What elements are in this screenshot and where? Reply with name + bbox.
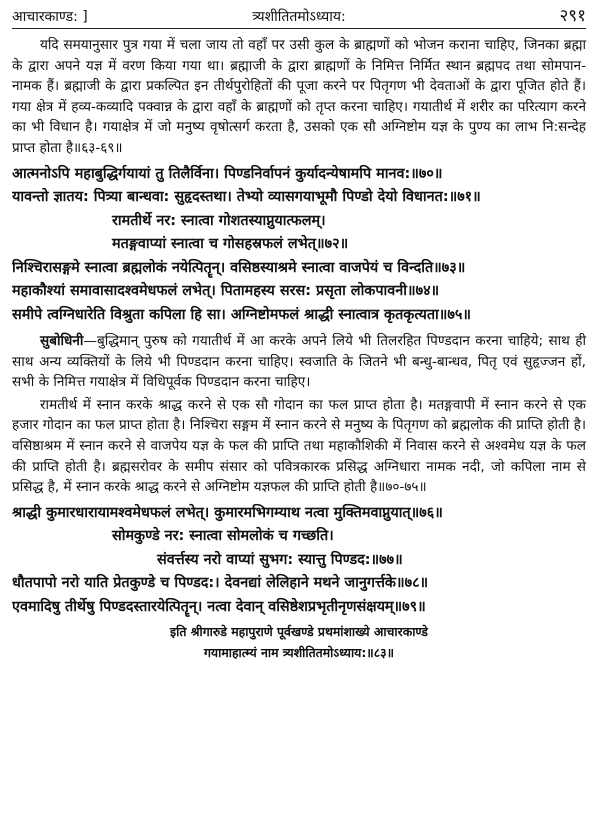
verse-71: यावन्तो ज्ञातय: पित्र्या बान्धवा: सुहृदस्तथा। तेभ्यो व्यासगयाभूमौ पिण्डो देयो विधानत:॥७१॥ xyxy=(12,189,481,206)
subodhini-text: —बुद्धिमान् पुरुष को गयातीर्थ में आ करके अपने लिये भी तिलरहित पिण्डदान करना चाहिये; साथ ही साथ अन्य व्यक्तियों के लिये भी पिण्डदान करना चाहिए। स्वजाति के जितने भी बन्धु-बान्धव, पितृ एवं सुहृज्जन हों, सभी के निमित्त गयाक्षेत्र में विधिपूर्वक पिण्डदान करना चाहिए। xyxy=(12,333,586,391)
verse-76: श्राद्धी कुमारधारायामश्वमेधफलं लभेत्। कुमारमभिगम्याथ नत्वा मुक्तिमवाप्नुयात्॥७६॥ xyxy=(12,504,443,521)
verse-79: एवमादिषु तीर्थेषु पिण्डदस्तारयेत्पितॄन्। नत्वा देवान् वसिष्ठेशप्रभृतीनृणसंक्षयम्॥७९॥ xyxy=(12,598,426,615)
running-header xyxy=(12,0,586,29)
intro-paragraph: यदि समयानुसार पुत्र गया में चला जाय तो वहाँ पर उसी कुल के ब्राह्मणों को भोजन कराना चाहिए, जिनका ब्रह्मा के द्वारा अपने यज्ञ में वरण किया गया था। ब्रह्माजी के द्वारा ब्राह्मणों के निमित्त निर्मित स्थान ब्रह्मपद तथा सोमपान-नामक हैं। ब्रह्माजी के द्वारा प्रकल्पित इन तीर्थपुरोहितों की पूजा करने पर पितृगण भी देवताओं के द्वारा पूजित होते हैं। गया क्षेत्र में हव्य-कव्यादि पक्वान्न के द्वारा वहाँ के ब्राह्मणों को तृप्त करना चाहिए। गयातीर्थ में शरीर का परित्याग करने का भी विधान है। गयाक्षेत्र में जो मनुष्य वृषोत्सर्ग करता है, उसको एक सौ अग्निष्टोम यज्ञ के पुण्य का लाभ नि:सन्देह प्राप्त होता है॥६३-६९॥ xyxy=(12,37,586,156)
subodhini-commentary xyxy=(12,331,586,393)
colophon-line-1: इति श्रीगारुडे महापुराणे पूर्वखण्डे प्रथमांशाख्ये आचारकाण्डे xyxy=(170,624,428,640)
chapter-colophon xyxy=(12,621,586,663)
verse-block-76-79 xyxy=(12,502,586,620)
section-title: आचारकाण्ड: ] xyxy=(12,9,88,25)
page-number: २९१ xyxy=(559,6,586,26)
colophon-line-2: गयामाहात्म्यं नाम त्र्यशीतितमोऽध्याय:॥८३॥ xyxy=(203,645,395,661)
verse-72b: मतङ्गवाप्यां स्नात्वा च गोसहस्रफलं लभेत्॥७२॥ xyxy=(112,236,349,253)
translation-paragraph: रामतीर्थ में स्नान करके श्राद्ध करने से एक सौ गोदान का फल प्राप्त होता है। मतङ्गवापी में स्नान करने से एक हजार गोदान का फल प्राप्त होता है। निश्चिरा सङ्गम में स्नान करने से मनुष्य के पितृगण को ब्रह्मलोक की प्राप्ति होती है। वसिष्ठाश्रम में स्नान करने से वाजपेय यज्ञ के फल की प्राप्ति तथा महाकौशिकी में निवास करने से अश्वमेध यज्ञ के फल की प्राप्ति होती है। ब्रह्मसरोवर के समीप संसार को पवित्रकारक प्रसिद्ध अग्निधारा नामक नदी, जो कपिला नाम से प्रसिद्ध है, में स्नान करके श्राद्ध करने से अग्निष्टोम यज्ञफल की प्राप्ति होती है॥७०-७५॥ xyxy=(12,396,586,496)
chapter-title: त्र्यशीतितमोऽध्याय: xyxy=(252,9,346,25)
verse-77a: सोमकुण्डे नर: स्नात्वा सोमलोकं च गच्छति। xyxy=(112,528,334,545)
subodhini-label: सुबोधिनी xyxy=(40,333,84,350)
verse-78: धौतपापो नरो याति प्रेतकुण्डे च पिण्डद:। देवनद्यां लेलिहाने मथने जानुगर्त्तके॥७८॥ xyxy=(12,575,429,592)
verse-72a: रामतीर्थे नर: स्नात्वा गोशतस्याप्नुयात्फलम्। xyxy=(112,212,326,229)
verse-74: महाकौश्यां समावासादश्वमेधफलं लभेत्। पितामहस्य सरस: प्रसृता लोकपावनी॥७४॥ xyxy=(12,283,440,300)
verse-77b: संवर्त्तस्य नरो वाप्यां सुभग: स्यात्तु पिण्डद:॥७७॥ xyxy=(157,551,403,568)
verse-block-70-75 xyxy=(12,163,586,328)
verse-73: निश्चिरासङ्गमे स्नात्वा ब्रह्मलोकं नयेत्पितॄन्। वसिष्ठस्याश्रमे स्नात्वा वाजपेयं च विन्दति॥७३॥ xyxy=(12,259,466,276)
verse-75: समीपे त्वग्निधारेति विश्रुता कपिला हि सा। अग्निष्टोमफलं श्राद्धी स्नात्वात्र कृतकृत्यता॥७५॥ xyxy=(12,306,471,323)
verse-70: आत्मनोऽपि महाबुद्धिर्गयायां तु तिलैर्विना। पिण्डनिर्वापनं कुर्यादन्येषामपि मानव:॥७०॥ xyxy=(12,165,443,182)
